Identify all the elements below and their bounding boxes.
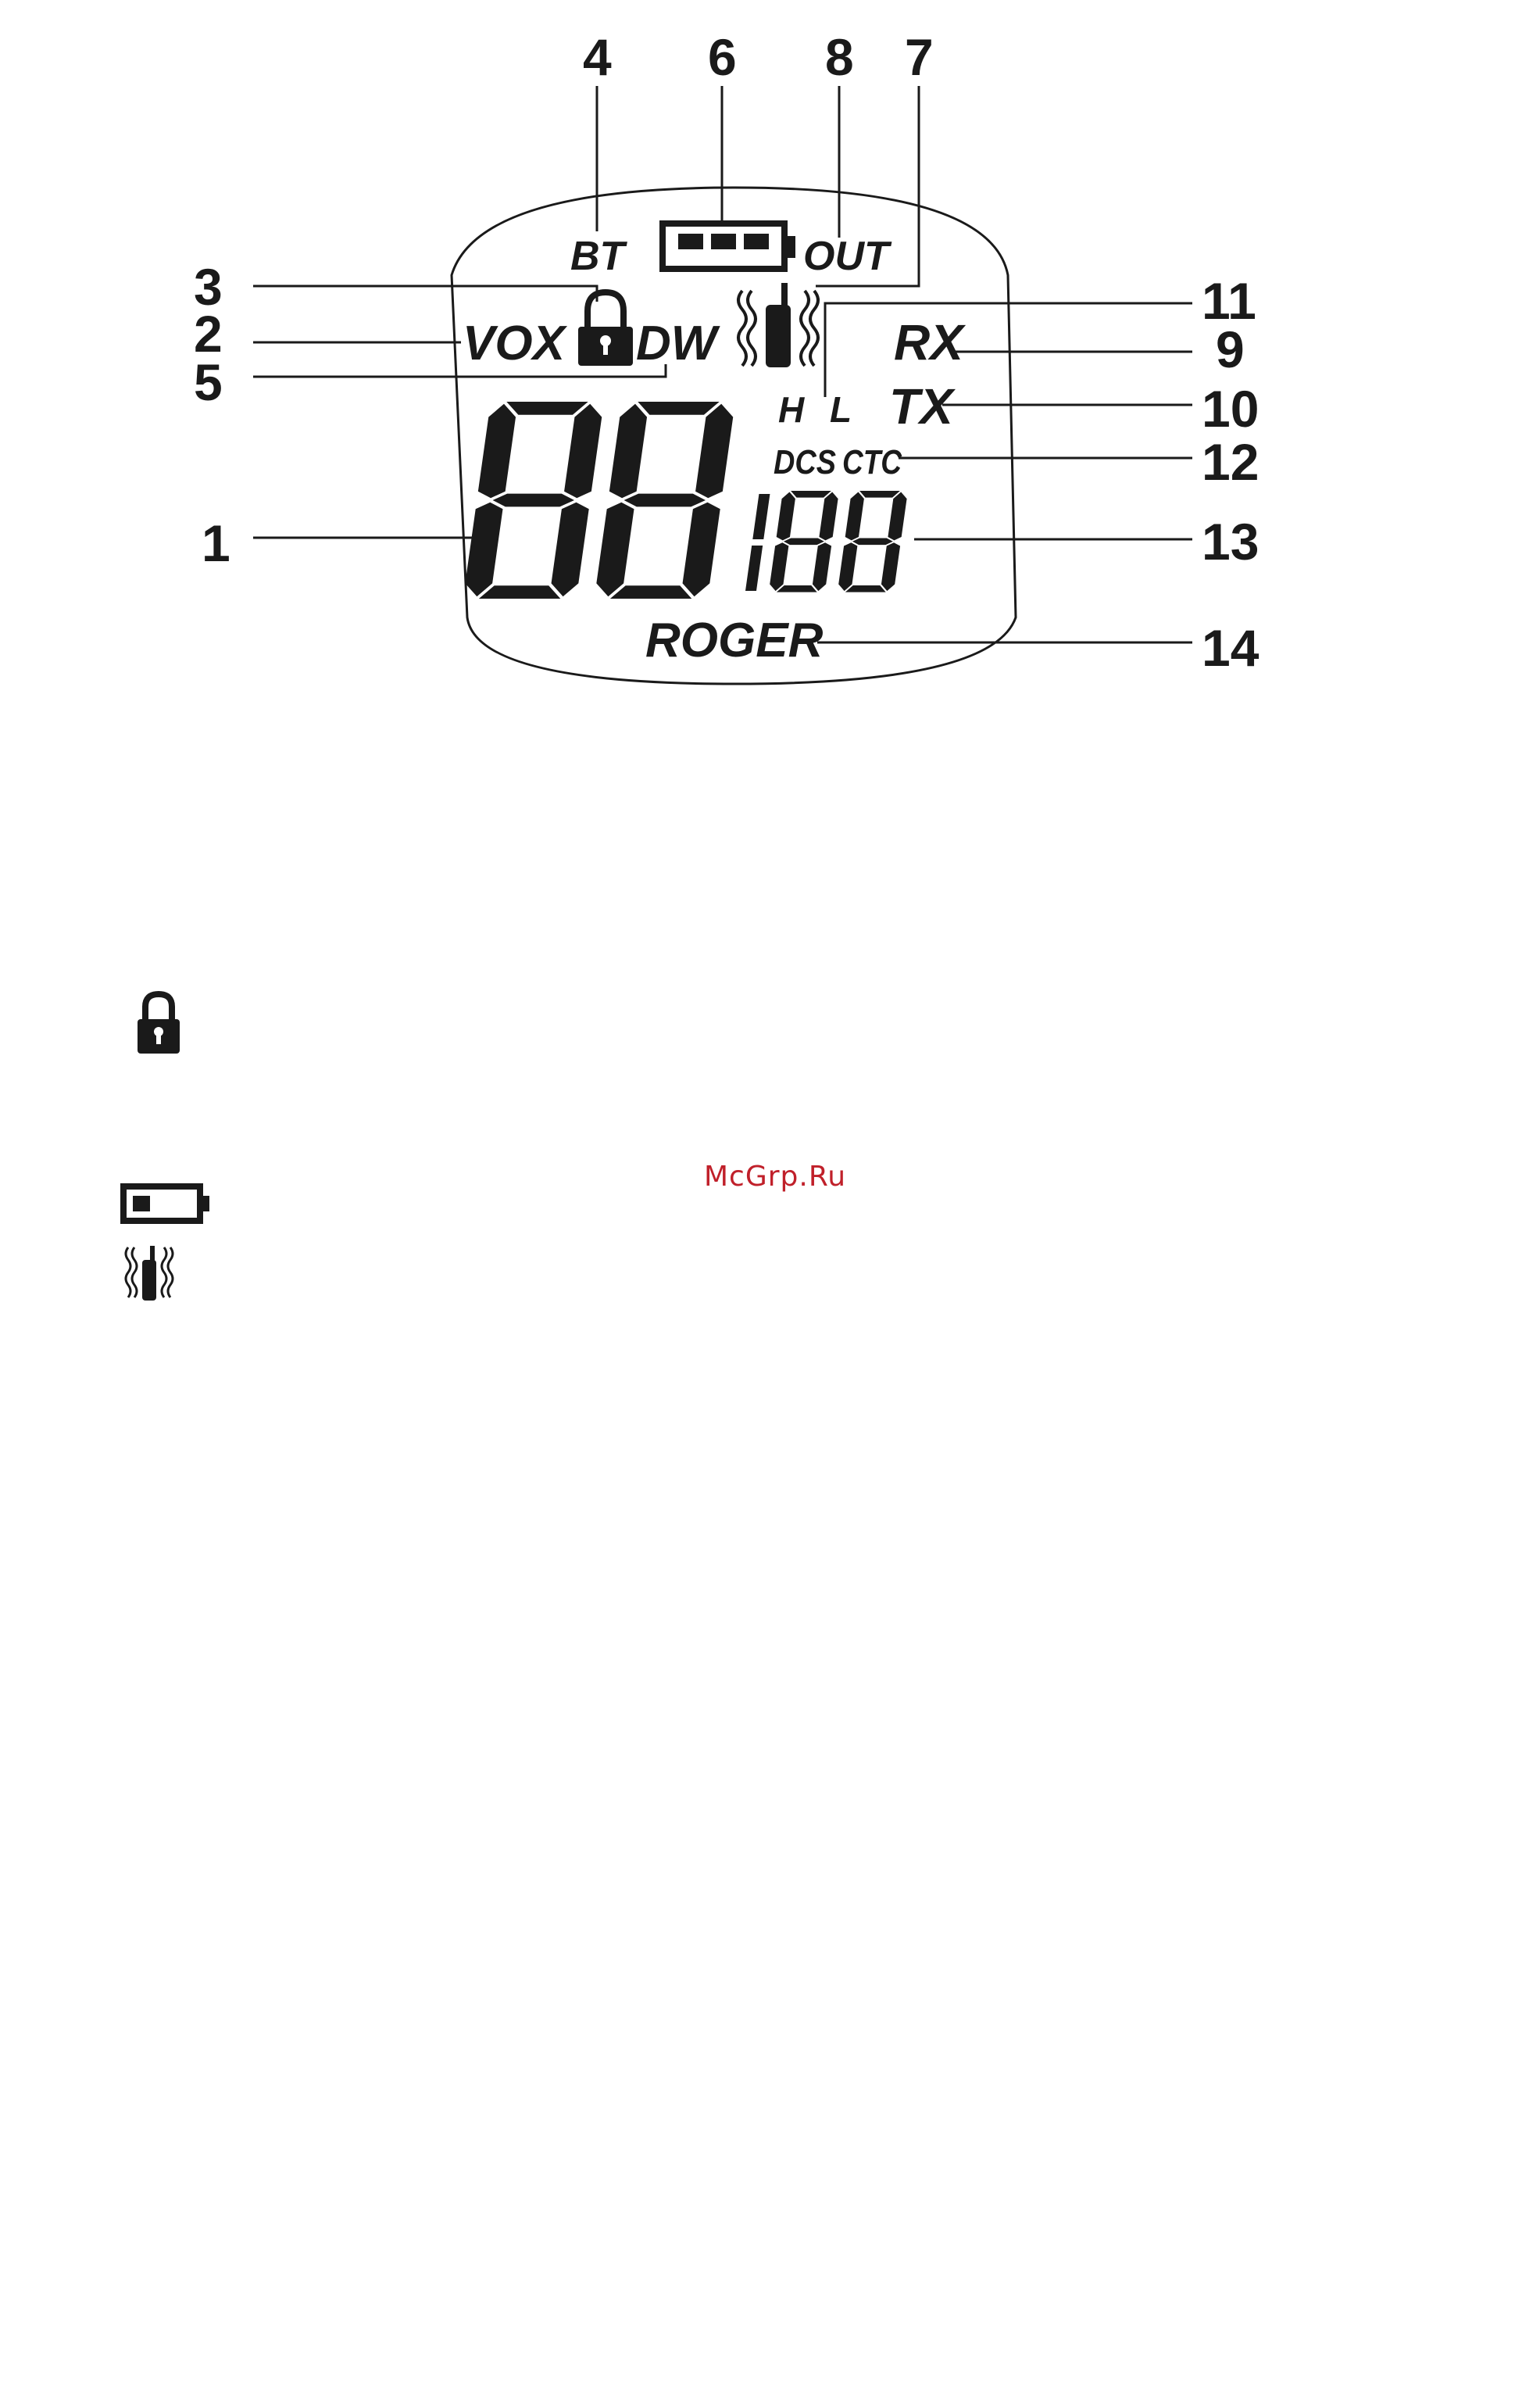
callout-9: 9 [1216,320,1245,378]
roger-label: ROGER [645,614,824,667]
callout-7: 7 [905,28,934,86]
callout-12: 12 [1202,433,1260,491]
lock-icon [133,989,184,1055]
out-label: OUT [803,234,889,279]
lcd-frame [452,188,1016,684]
callout-4: 4 [583,28,612,86]
battery-low-icon [120,1182,213,1225]
channel-digits [463,402,735,599]
callout-14: 14 [1202,619,1260,677]
watermark-text: McGrp.Ru [703,1161,847,1193]
h-label: H [778,389,805,430]
leader-lines [253,86,1192,642]
callout-11: 11 [1202,272,1256,330]
vox-label: VOX [463,317,565,370]
l-label: L [830,389,852,430]
callout-5: 5 [194,353,223,411]
bt-label: BT [570,234,625,279]
lock-display-icon [578,292,633,366]
callout-6: 6 [708,28,737,86]
lcd-display-diagram [0,0,1540,703]
callout-10: 10 [1202,380,1260,438]
code-digits [745,491,908,592]
dw-label: DW [636,317,717,370]
callout-2: 2 [194,305,223,363]
callout-3: 3 [194,258,223,316]
dcs-label: DCS [774,443,836,481]
ctc-label: CTC [842,443,903,481]
rx-label: RX [894,314,963,370]
callout-13: 13 [1202,513,1260,571]
callout-8: 8 [825,28,854,86]
radio-display-icon [738,283,818,367]
battery-full-icon [663,224,795,269]
radio-signal-icon [122,1243,177,1302]
tx-label: TX [889,378,953,435]
callout-1: 1 [202,514,230,572]
